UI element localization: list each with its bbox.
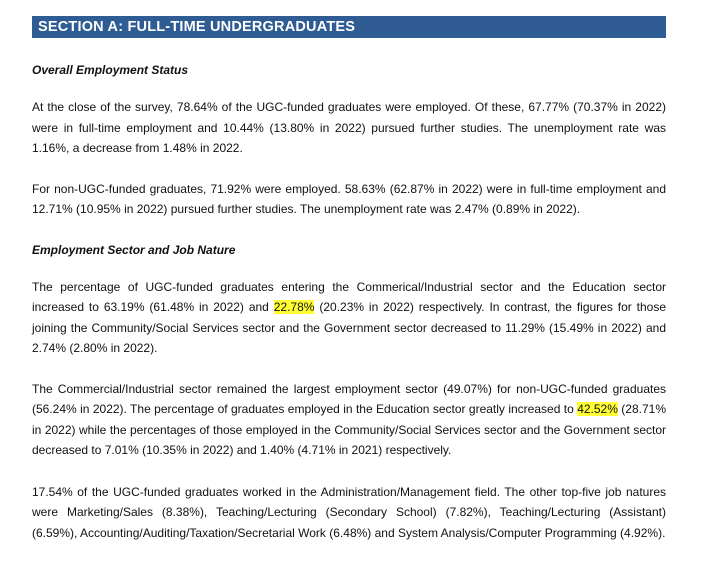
employment-sector-heading: Employment Sector and Job Nature: [32, 242, 236, 257]
document-page: [32, 16, 666, 543]
sector-paragraph-non-ugc: [32, 379, 666, 461]
overall-paragraph-non-ugc: For non-UGC-funded graduates, 71.92% were employed. 58.63% (62.87% in 2022) were in full-time employment and 12.71% (10.95% in 2022) pursued further studies. The unemployment rate was 2.47% (0.89% in 2022).: [32, 181, 666, 216]
sector-ugc-text-start: The percentage of UGC-funded graduates entering the Commerical/Industrial sector and the Education sector increased to 63.19% (61.48% in 2022) and: [32, 279, 666, 314]
overall-paragraph-ugc: At the close of the survey, 78.64% of the UGC-funded graduates were employed. Of these, 67.77% (70.37% in 2022) were in full-time employment and 10.44% (13.80% in 2022) pursued further studies. The unemployment rate was 1.16%, a decrease from 1.48% in 2022.: [32, 100, 666, 155]
job-nature-paragraph: 17.54% of the UGC-funded graduates worked in the Administration/Management field. The other top-five job natures were Marketing/Sales (8.38%), Teaching/Lecturing (Secondary School) (7.82%), Teaching/Lecturing (Assistant) (6.59%), Accounting/Auditing/Taxation/Secretarial Work (6.48%) and System Analysis/Computer Programming (4.92%).: [32, 484, 666, 540]
sector-non-ugc-text-start: The Commercial/Industrial sector remained the largest employment sector (49.07%) for non-UGC-funded graduates (56.24% in 2022). The percentage of graduates employed in the Education sector greatly increased to: [32, 381, 666, 416]
overall-employment-heading: Overall Employment Status: [32, 63, 189, 77]
highlighted-education-non-ugc: 42.52%: [577, 402, 618, 416]
section-title: SECTION A: FULL-TIME UNDERGRADUATES: [32, 16, 666, 38]
sector-non-ugc-text-end: (28.71% in 2022) while the percentages of those employed in the Community/Social Services sector and the Government sector decreased to 7.01% (10.35% in 2022) and 1.40% (4.71% in 2021) respectively.: [32, 402, 667, 457]
sector-ugc-text-end: (20.23% in 2022) respectively. In contrast, the figures for those joining the Community/Social Services sector and the Government sector decreased to 11.29% (15.49% in 2022) and 2.74% (2.80% in 2022).: [32, 300, 667, 355]
highlighted-education-ugc: 22.78%: [273, 300, 315, 314]
sector-paragraph-ugc: [32, 277, 666, 359]
